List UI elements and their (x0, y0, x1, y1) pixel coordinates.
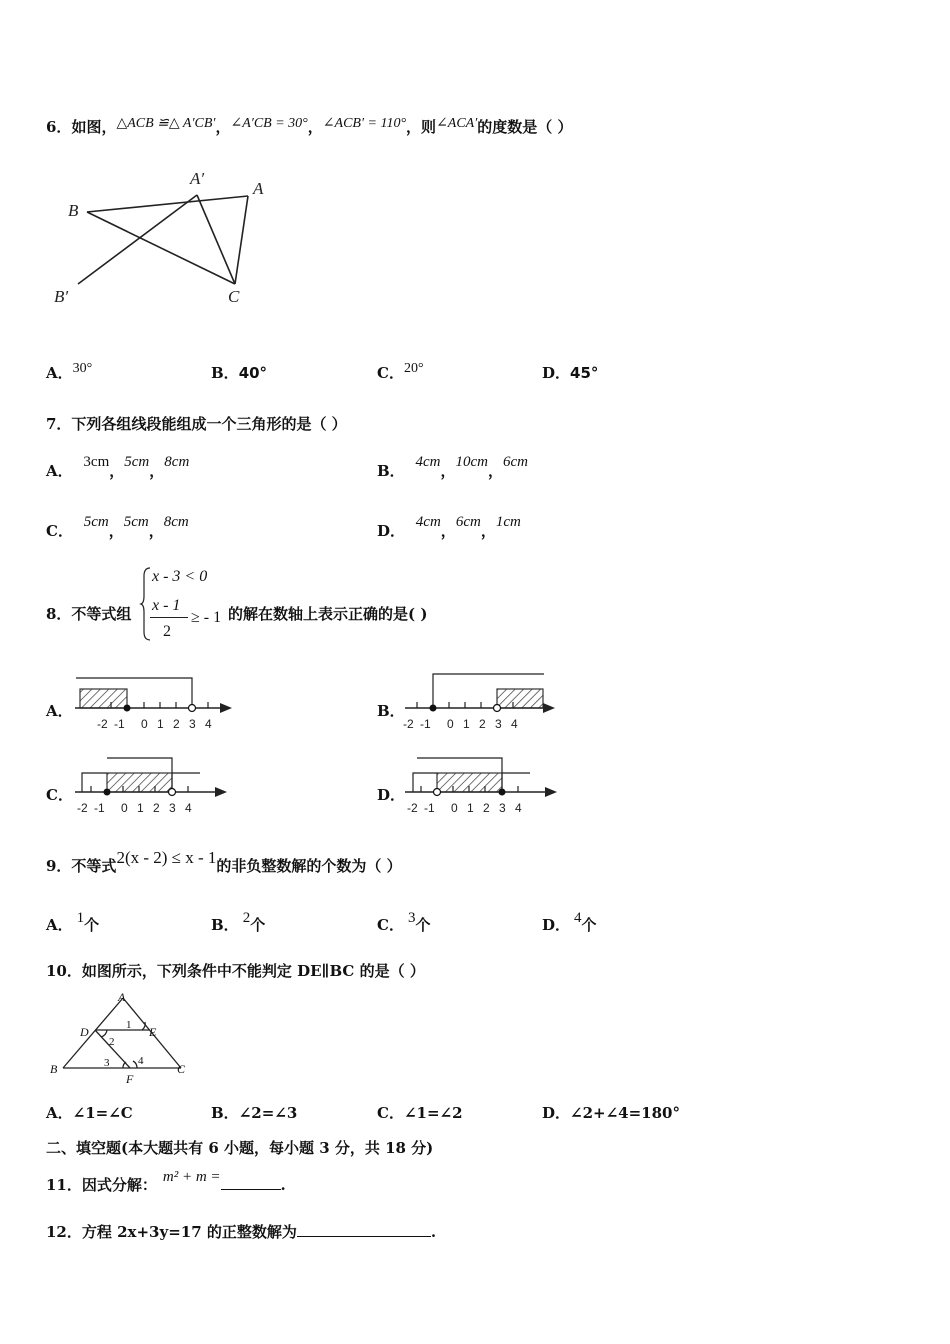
q7-b-value-2: 10cm (455, 454, 488, 470)
q10-angle-3: 3 (104, 1057, 110, 1069)
q8-c-tick-label-7: 4 (185, 801, 192, 815)
q8-number-line-b (400, 668, 570, 734)
q6-target-angle: ∠ACA′ (436, 116, 478, 131)
q11-expression: m² + m = (162, 1169, 221, 1185)
q6-option-d-label: D． (542, 364, 571, 382)
q6-option-c-label: C． (377, 364, 404, 382)
q6-figure (50, 160, 290, 310)
q8-b-tick-label-1: -2 (403, 717, 414, 731)
q7-d-value-3: 1cm (495, 514, 521, 530)
q8-c-solid-dot (104, 789, 111, 796)
q8-prefix: 8．不等式组 (46, 605, 132, 623)
q6-sep-1: ， (215, 118, 231, 136)
q8-inequality-1: x - 3 < 0 (152, 568, 208, 585)
q8-b-arrow (543, 703, 555, 713)
q7-option-a[interactable] (46, 454, 190, 481)
q6-label-a: A (253, 179, 264, 198)
q8-d-tick-label-5: 2 (483, 801, 490, 815)
q9-option-c-value: 3 (407, 910, 416, 926)
q10-label-b: B (50, 1062, 58, 1076)
q8-option-c-label[interactable]: C． (46, 786, 73, 804)
q7-a-value-1: 3cm (83, 454, 110, 470)
q8-a-tick-label-7: 4 (205, 717, 212, 731)
q10-option-d-text: ∠2+∠4=180° (570, 1104, 680, 1122)
q9-option-d-label: D． (542, 916, 571, 934)
q10-label-e: E (149, 1025, 157, 1039)
q10-title: 10．如图所示，下列条件中不能判定 DE∥BC 的是（ ） (46, 962, 425, 980)
q6-condition-2: ∠A′CB = 30° (230, 116, 308, 131)
q8-fraction-bar (150, 617, 188, 618)
q6-sep-3: ，则 (406, 118, 437, 136)
q9-suffix: 的非负整数解的个数为（ ） (216, 857, 402, 875)
q8-d-left-bracket (413, 773, 437, 792)
q9-option-d[interactable] (542, 910, 597, 935)
q7-title: 7．下列各组线段能组成一个三角形的是（ ） (46, 415, 347, 433)
q8-a-open-dot (189, 705, 196, 712)
q8-b-open-dot (494, 705, 501, 712)
q9-option-b-label: B． (211, 916, 239, 934)
q8-d-tick-label-1: -2 (407, 801, 418, 815)
q9-line (46, 848, 402, 876)
q8-inequality-2-relation: ≥ - 1 (191, 609, 222, 626)
q6-label-b-prime: B′ (54, 287, 69, 306)
q6-option-c[interactable] (377, 362, 424, 383)
q8-c-tick-label-5: 2 (153, 801, 160, 815)
q10-option-a-text: ∠1=∠C (72, 1104, 133, 1122)
q9-expression: 2(x - 2) ≤ x - 1 (116, 848, 217, 867)
q6-number: 6． (46, 118, 72, 136)
q6-figure-lines (78, 195, 248, 284)
q8-fraction-numerator: x - 1 (152, 597, 181, 614)
q8-d-solid-dot (499, 789, 506, 796)
q8-number-line-a (70, 668, 240, 734)
q7-c-comma-1: ， (108, 522, 124, 540)
q7-c-value-3: 8cm (163, 514, 189, 530)
q10-option-c-text: ∠1=∠2 (403, 1104, 463, 1122)
q8-b-solid-dot (430, 705, 437, 712)
q9-prefix: 9．不等式 (46, 857, 117, 875)
q8-a-tick-label-5: 2 (173, 717, 180, 731)
q9-option-c-unit: 个 (415, 916, 431, 934)
q8-c-arrow (215, 787, 227, 797)
q8-b-tick-label-6: 3 (495, 717, 502, 731)
q9-option-b[interactable] (211, 910, 266, 935)
q9-option-a-unit: 个 (84, 916, 100, 934)
q10-label-f: F (126, 1072, 134, 1086)
q7-a-value-2: 5cm (124, 454, 150, 470)
q8-b-shade (497, 689, 543, 708)
q8-suffix: 的解在数轴上表示正确的是( ) (228, 605, 428, 623)
q8-option-a-label[interactable]: A． (46, 702, 73, 720)
q6-option-b-value: 40° (238, 364, 268, 382)
q6-option-b[interactable] (211, 362, 267, 383)
q9-option-d-unit: 个 (581, 916, 597, 934)
q11-answer-blank[interactable] (221, 1175, 281, 1190)
q10-figure (46, 988, 196, 1088)
q11-prefix: 11．因式分解： (46, 1176, 157, 1194)
q7-d-comma-1: ， (440, 522, 456, 540)
q7-option-c[interactable] (46, 514, 189, 541)
q8-a-shade (80, 689, 127, 708)
q8-c-tick-label-4: 1 (137, 801, 144, 815)
q9-option-c-label: C． (377, 916, 404, 934)
q11-end: . (280, 1176, 286, 1194)
q6-option-a-value: 30° (72, 361, 93, 376)
q7-a-value-3: 8cm (164, 454, 190, 470)
q7-b-value-1: 4cm (415, 454, 441, 470)
q8-fraction-denominator: 2 (163, 623, 171, 640)
q10-angle-1: 1 (126, 1019, 132, 1031)
q12-line (46, 1221, 436, 1242)
q8-c-left-bracket (82, 773, 107, 792)
q6-option-c-value: 20° (403, 361, 424, 376)
q8-b-tick-label-4: 1 (463, 717, 470, 731)
q8-a-tick-label-1: -2 (97, 717, 108, 731)
q6-line (46, 116, 573, 137)
q8-number-line-c (70, 752, 240, 818)
q8-c-tick-label-6: 3 (169, 801, 176, 815)
q9-option-a-label: A． (46, 916, 73, 934)
q6-option-d[interactable] (542, 362, 598, 383)
q8-option-b-label[interactable]: B． (377, 702, 405, 720)
q7-d-value-2: 6cm (455, 514, 481, 530)
q6-label-c: C (228, 287, 240, 306)
q9-option-a-value: 1 (76, 910, 85, 926)
q7-option-b[interactable] (377, 454, 528, 481)
q7-option-d-label: D． (377, 522, 406, 540)
q9-option-b-unit: 个 (250, 916, 266, 934)
q6-option-a-label: A． (46, 364, 73, 382)
q8-a-tick-label-4: 1 (157, 717, 164, 731)
q8-c-open-dot (169, 789, 176, 796)
q8-option-d-label[interactable]: D． (377, 786, 406, 804)
q9-option-b-value: 2 (242, 910, 251, 926)
q11-line (46, 1169, 286, 1195)
q7-c-value-1: 5cm (83, 514, 109, 530)
q8-d-tick-label-4: 1 (467, 801, 474, 815)
q6-option-d-value: 45° (570, 364, 599, 382)
q9-option-a[interactable] (46, 910, 100, 935)
q10-option-b[interactable] (211, 1102, 297, 1123)
q10-option-a[interactable] (46, 1102, 133, 1123)
q8-d-open-dot (434, 789, 441, 796)
q10-angle-4: 4 (138, 1055, 144, 1067)
q6-sep-2: ， (307, 118, 323, 136)
q7-b-value-3: 6cm (503, 454, 528, 470)
q7-d-comma-2: ， (480, 522, 496, 540)
q10-option-d-label: D． (542, 1104, 571, 1122)
q8-number-line-d (400, 752, 570, 818)
q12-answer-blank[interactable] (297, 1222, 431, 1237)
q9-option-c[interactable] (377, 910, 431, 935)
q10-option-a-label: A． (46, 1104, 73, 1122)
q7-a-comma-1: ， (109, 462, 125, 480)
q12-end: . (430, 1223, 437, 1241)
q10-label-c: C (177, 1062, 186, 1076)
q6-option-a[interactable] (46, 362, 92, 383)
q6-option-b-label: B． (211, 364, 239, 382)
q7-option-d[interactable] (377, 514, 521, 541)
q8-b-tick-label-2: -1 (420, 717, 431, 731)
q8-a-solid-dot (124, 705, 131, 712)
q10-angle-2: 2 (109, 1036, 115, 1048)
q7-option-b-label: B． (377, 462, 405, 480)
q8-c-tick-label-2: -1 (94, 801, 105, 815)
q8-c-tick-label-1: -2 (77, 801, 88, 815)
q8-brace (140, 566, 152, 642)
q8-a-tick-label-3: 0 (141, 717, 148, 731)
q8-c-tick-label-3: 0 (121, 801, 128, 815)
q7-b-comma-1: ， (440, 462, 456, 480)
q10-option-c-label: C． (377, 1104, 404, 1122)
q9-option-d-value: 4 (574, 910, 582, 926)
q8-d-tick-label-3: 0 (451, 801, 458, 815)
q6-condition-3: ∠ACB′ = 110° (322, 116, 407, 131)
q8-a-tick-label-6: 3 (189, 717, 196, 731)
q6-prefix: 如图， (71, 118, 117, 136)
q7-b-comma-2: ， (487, 462, 503, 480)
q7-a-comma-2: ， (149, 462, 165, 480)
q8-b-tick-label-5: 2 (479, 717, 486, 731)
q10-option-c[interactable] (377, 1102, 463, 1123)
q12-prefix: 12．方程 2x+3y=17 的正整数解为 (46, 1223, 297, 1241)
q7-option-a-label: A． (46, 462, 73, 480)
q8-d-tick-label-7: 4 (515, 801, 522, 815)
q8-d-tick-label-2: -1 (424, 801, 435, 815)
section-2-heading: 二、填空题(本大题共有 6 小题，每小题 3 分，共 18 分) (46, 1139, 434, 1157)
q8-b-tick-label-3: 0 (447, 717, 454, 731)
q6-label-b: B (68, 201, 79, 220)
q10-label-d: D (80, 1025, 89, 1039)
q7-d-value-1: 4cm (415, 514, 441, 530)
q8-d-tick-label-6: 3 (499, 801, 506, 815)
q7-c-comma-2: ， (148, 522, 164, 540)
q6-condition-1: △ACB ≌△ A′CB′ (116, 116, 216, 131)
q6-label-a-prime: A′ (190, 169, 205, 188)
q7-option-c-label: C． (46, 522, 73, 540)
q10-label-a: A (118, 990, 126, 1004)
q8-a-arrow (220, 703, 232, 713)
q8-b-tick-label-7: 4 (511, 717, 518, 731)
q8-d-arrow (545, 787, 557, 797)
q10-option-b-label: B． (211, 1104, 239, 1122)
q10-option-b-text: ∠2=∠3 (238, 1104, 298, 1122)
q7-c-value-2: 5cm (123, 514, 149, 530)
q6-suffix: 的度数是（ ） (477, 118, 573, 136)
q8-a-tick-label-2: -1 (114, 717, 125, 731)
q10-option-d[interactable] (542, 1102, 680, 1123)
